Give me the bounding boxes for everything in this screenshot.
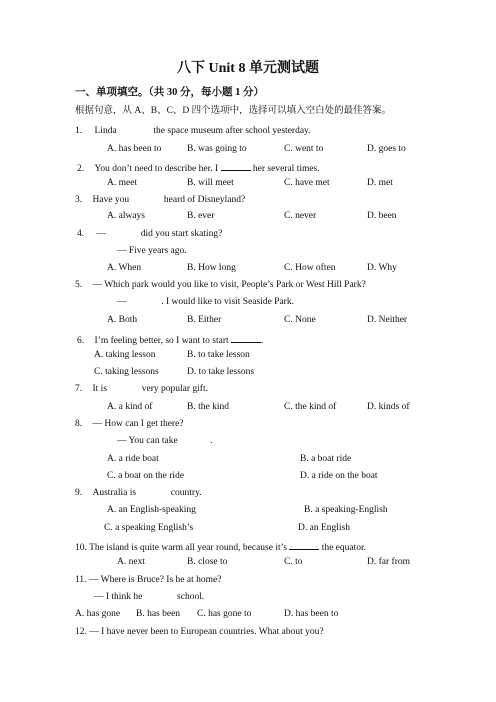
option-a: A. has gone (75, 609, 121, 619)
question-3 (75, 196, 245, 206)
instructions: 根据句意，从 A、B、C、D 四个选项中，选择可以填入空白处的最佳答案。 (75, 106, 392, 116)
option-c: C. a boat on the ride (107, 471, 185, 481)
question-number: 2. (77, 164, 85, 174)
option-d: D. to take lessons (187, 367, 255, 377)
question-reply (117, 298, 294, 308)
answer-blank (221, 162, 251, 171)
question-number: 1. (75, 126, 83, 136)
option-b: B. was going to (187, 144, 247, 154)
question-reply (117, 437, 212, 447)
option-b: B. How long (187, 263, 236, 273)
reply-text: — You can take (117, 436, 178, 446)
question-number: 3. (75, 195, 83, 205)
option-a: A. a kind of (107, 402, 153, 412)
question-number: 5. (75, 280, 83, 290)
question-text: Linda (94, 126, 117, 136)
option-c: C. taking lessons (94, 367, 159, 377)
option-b: B. a boat ride (300, 454, 352, 464)
section-title: 一、单项填空。（共 30 分，每小题 1 分） (75, 87, 264, 98)
question-number: 7. (75, 384, 83, 394)
question-text: her several times. (252, 164, 320, 174)
option-d: D. a ride on the boat (300, 471, 378, 481)
question-number: 6. (77, 336, 85, 346)
option-d: D. Neither (367, 315, 408, 325)
question-10 (75, 541, 366, 554)
question-text: Australia is (92, 488, 137, 498)
question-4 (77, 230, 222, 240)
option-c: C. How often (284, 263, 336, 273)
reply-text: . (210, 436, 213, 446)
question-text: did you start skating? (140, 229, 223, 239)
option-c: C. have met (284, 178, 330, 188)
option-c: C. None (284, 315, 316, 325)
question-text: Have you (92, 195, 130, 205)
option-a: A. a ride boat (107, 454, 159, 464)
option-c: C. has gone to (197, 609, 252, 619)
option-a: A. always (107, 211, 145, 221)
question-text: heard of Disneyland? (163, 195, 246, 205)
question-text: the equator. (321, 543, 367, 553)
option-d: D. has been to (284, 609, 339, 619)
question-text: the space museum after school yesterday. (153, 126, 311, 136)
question-text: . (261, 336, 264, 346)
question-11 (75, 576, 221, 586)
question-8 (75, 420, 184, 430)
option-c: C. went to (284, 144, 324, 154)
question-text: I’m feeling better, so I want to start (94, 336, 229, 346)
option-c: C. to (284, 557, 303, 567)
answer-blank (289, 541, 319, 550)
question-7 (75, 385, 208, 395)
question-9 (75, 489, 202, 499)
option-b: B. Either (187, 315, 222, 325)
option-d: D. been (367, 211, 397, 221)
option-a: A. has been to (107, 144, 162, 154)
option-d: D. Why (367, 263, 397, 273)
question-text: The island is quite warm all year round, because it’s (89, 543, 287, 553)
option-d: D. far from (367, 557, 410, 567)
question-number: 11. (75, 575, 87, 585)
question-text: — Where is Bruce? Is he at home? (88, 575, 222, 585)
question-text: — Which park would you like to visit, People’s Park or West Hill Park? (92, 280, 366, 290)
question-number: 8. (75, 419, 83, 429)
question-text: — I have never been to European countries. What about you? (89, 627, 324, 637)
question-text: — How can I get there? (92, 419, 184, 429)
reply-text: — (117, 297, 127, 307)
reply-text: — I think he (94, 592, 143, 602)
option-c: C. a speaking English’s (104, 523, 194, 533)
reply-text: . I would like to visit Seaside Park. (161, 297, 294, 307)
option-d: D. met (367, 178, 393, 188)
question-text: It is (92, 384, 108, 394)
question-12 (75, 628, 324, 638)
question-text: very popular gift. (141, 384, 208, 394)
option-b: B. the kind (187, 402, 229, 412)
question-text: You don’t need to describe her. I (94, 164, 219, 174)
option-b: B. a speaking-English (304, 505, 388, 515)
option-b: B. close to (187, 557, 228, 567)
option-b: B. has been (136, 609, 181, 619)
option-a: A. taking lesson (94, 350, 156, 360)
option-b: B. to take lesson (187, 350, 250, 360)
question-number: 9. (75, 488, 83, 498)
question-1 (75, 127, 311, 137)
option-d: D. kinds of (367, 402, 410, 412)
option-a: A. When (107, 263, 142, 273)
question-text: — (96, 229, 106, 239)
option-c: C. never (284, 211, 317, 221)
option-a: A. next (117, 557, 145, 567)
option-b: B. will meet (187, 178, 234, 188)
question-number: 4. (77, 229, 85, 239)
question-reply: — Five years ago. (117, 246, 187, 256)
answer-blank (231, 334, 261, 343)
question-number: 10. (75, 543, 87, 553)
reply-text: school. (177, 592, 205, 602)
option-a: A. an English-speaking (107, 505, 196, 515)
option-a: A. Both (107, 315, 138, 325)
option-d: D. goes to (367, 144, 406, 154)
option-d: D. an English (298, 523, 350, 533)
option-b: B. ever (187, 211, 215, 221)
question-6 (77, 334, 263, 347)
option-a: A. meet (107, 178, 138, 188)
option-c: C. the kind of (284, 402, 337, 412)
page-title: 八下 Unit 8 单元测试题 (177, 61, 319, 76)
question-5 (75, 281, 366, 291)
question-2 (77, 162, 320, 175)
question-number: 12. (75, 627, 87, 637)
question-reply (94, 593, 204, 603)
question-text: country. (170, 488, 202, 498)
